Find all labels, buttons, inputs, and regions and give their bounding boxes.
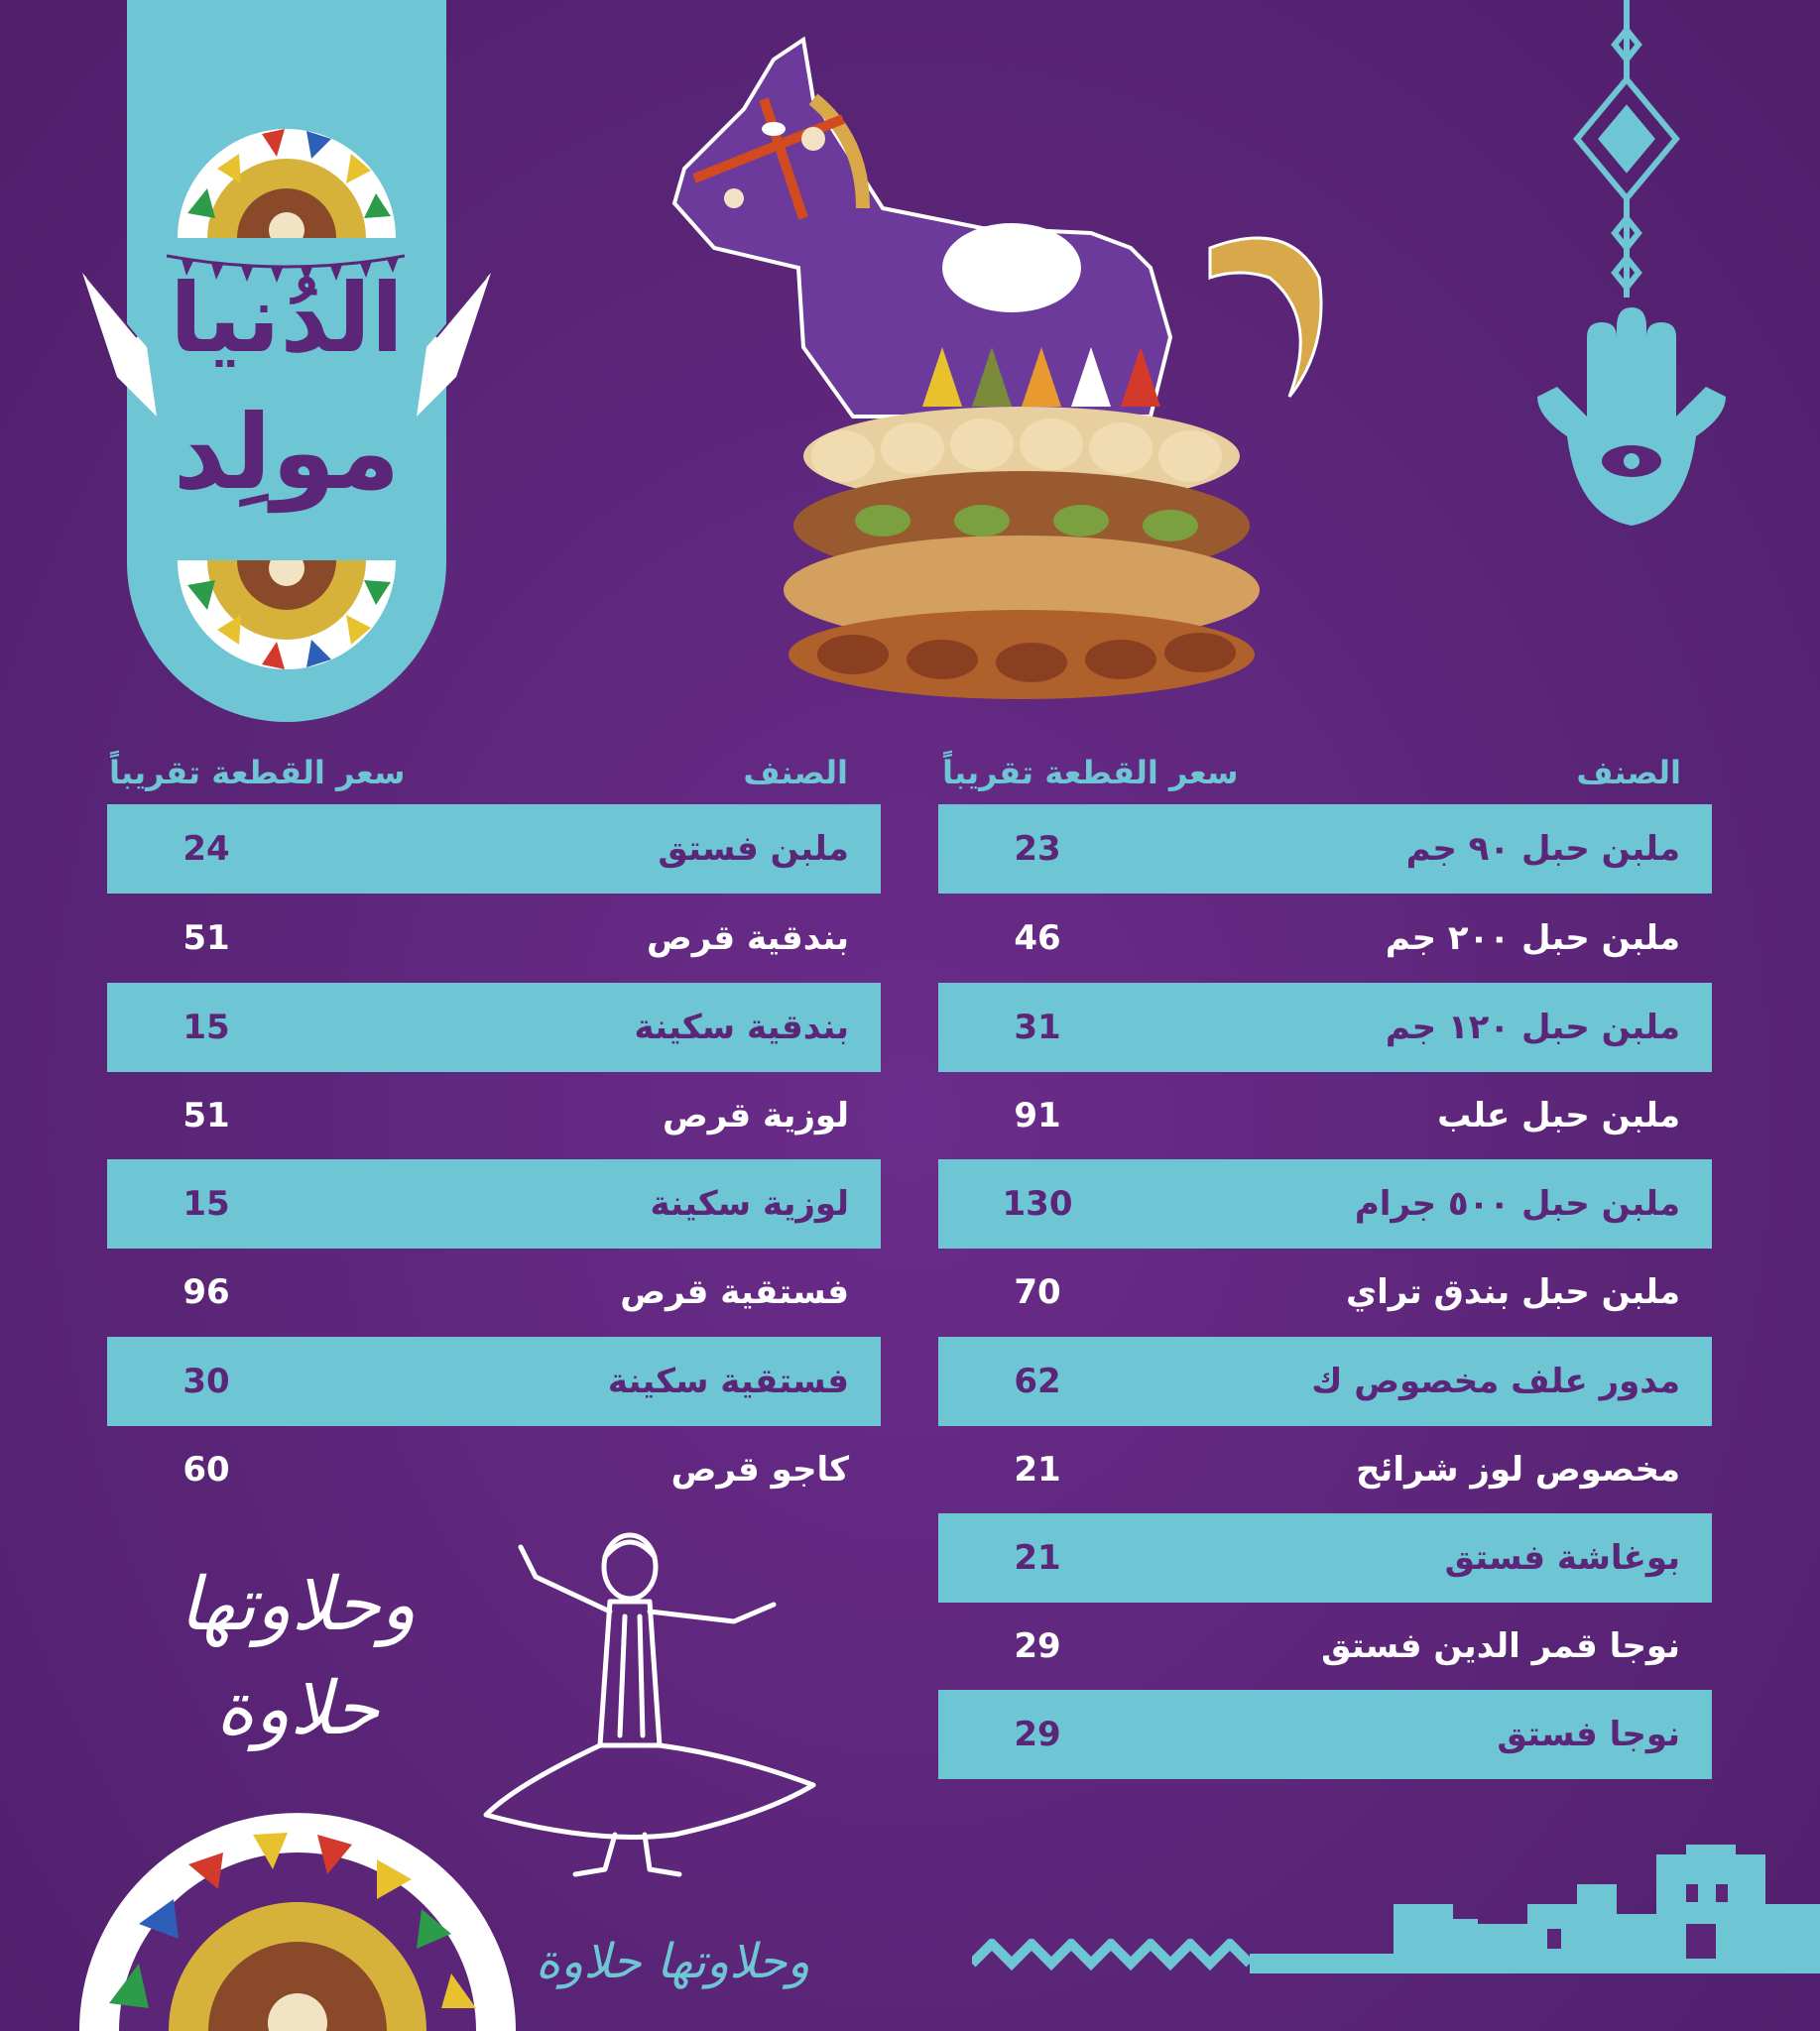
item-price: 51 [182, 1096, 230, 1135]
hamsa-icon [1527, 0, 1765, 555]
item-name: ملبن حبل ٥٠٠ جرام [1354, 1184, 1680, 1224]
table-row [107, 804, 881, 894]
item-name: ملبن فستق [658, 829, 849, 869]
slogan-line-2: حلاوة [215, 1666, 380, 1751]
item-price: 46 [1014, 918, 1061, 958]
item-price: 21 [1014, 1538, 1061, 1578]
village-skyline-icon [1250, 1845, 1820, 1993]
item-price: 29 [1014, 1715, 1061, 1754]
table-row [938, 1690, 1712, 1779]
table-row [107, 1337, 881, 1426]
mandala-plate-icon [79, 1775, 516, 2031]
item-price: 31 [1014, 1008, 1061, 1047]
left-header-price: سعر القطعة تقريباً [109, 754, 406, 791]
table-row [938, 1602, 1712, 1691]
item-price: 23 [1014, 829, 1061, 869]
item-price: 29 [1014, 1626, 1061, 1666]
item-name: فستقية سكينة [607, 1362, 849, 1401]
item-name: ملبن حبل علب [1437, 1096, 1680, 1135]
mandala-bottom-icon [168, 560, 406, 689]
item-name: ملبن حبل ٩٠ جم [1405, 829, 1680, 869]
item-price: 62 [1014, 1362, 1061, 1401]
right-header-price: سعر القطعة تقريباً [942, 754, 1239, 791]
table-row [938, 804, 1712, 894]
item-price: 24 [182, 829, 230, 869]
table-row [938, 1425, 1712, 1514]
table-row [938, 1337, 1712, 1426]
footer-slogan: وحلاوتها حلاوة [536, 1934, 810, 1989]
item-price: 96 [182, 1272, 230, 1312]
nut-candy-horse-image [655, 20, 1349, 704]
table-row [107, 983, 881, 1072]
item-name: نوجا فستق [1497, 1715, 1680, 1754]
left-wing-icon [77, 268, 167, 436]
item-name: بندقية قرص [646, 918, 849, 958]
item-price: 15 [182, 1008, 230, 1047]
item-name: كاجو قرص [670, 1450, 849, 1490]
tanoura-dancer-icon [476, 1517, 833, 1884]
table-row [107, 1248, 881, 1337]
zigzag-icon [972, 1939, 1250, 1988]
table-row [938, 1248, 1712, 1337]
table-row [107, 1425, 881, 1514]
item-price: 15 [182, 1184, 230, 1224]
brand-banner [127, 0, 446, 722]
item-name: لوزية سكينة [650, 1184, 849, 1224]
table-row [938, 983, 1712, 1072]
right-header-item: الصنف [1576, 754, 1681, 791]
item-name: بوغاشة فستق [1444, 1538, 1680, 1578]
item-name: مدور علف مخصوص ك [1311, 1362, 1680, 1401]
item-name: نوجا قمر الدين فستق [1321, 1626, 1680, 1666]
brand-title-bottom: مولِد [173, 392, 401, 513]
item-name: ملبن حبل بندق تراي [1345, 1272, 1680, 1312]
item-price: 30 [182, 1362, 230, 1401]
table-row [107, 1071, 881, 1160]
left-header-item: الصنف [743, 754, 848, 791]
table-row [938, 1159, 1712, 1249]
item-price: 91 [1014, 1096, 1061, 1135]
item-price: 51 [182, 918, 230, 958]
slogan-line-1: وحلاوتها [179, 1562, 417, 1647]
mandala-top-icon [168, 109, 406, 238]
table-row [938, 1513, 1712, 1603]
item-name: بندقية سكينة [634, 1008, 849, 1047]
item-name: فستقية قرص [620, 1272, 849, 1312]
table-row [938, 894, 1712, 983]
item-price: 21 [1014, 1450, 1061, 1490]
right-wing-icon [407, 268, 496, 436]
item-price: 70 [1014, 1272, 1061, 1312]
item-price: 60 [182, 1450, 230, 1490]
table-row [938, 1071, 1712, 1160]
table-row [107, 894, 881, 983]
item-name: ملبن حبل ٢٠٠ جم [1385, 918, 1680, 958]
table-row [107, 1159, 881, 1249]
item-name: ملبن حبل ١٢٠ جم [1385, 1008, 1680, 1047]
brand-title-top: الدُنيا [170, 263, 404, 374]
item-price: 130 [1002, 1184, 1073, 1224]
item-name: لوزية قرص [662, 1096, 849, 1135]
item-name: مخصوص لوز شرائح [1356, 1450, 1680, 1490]
